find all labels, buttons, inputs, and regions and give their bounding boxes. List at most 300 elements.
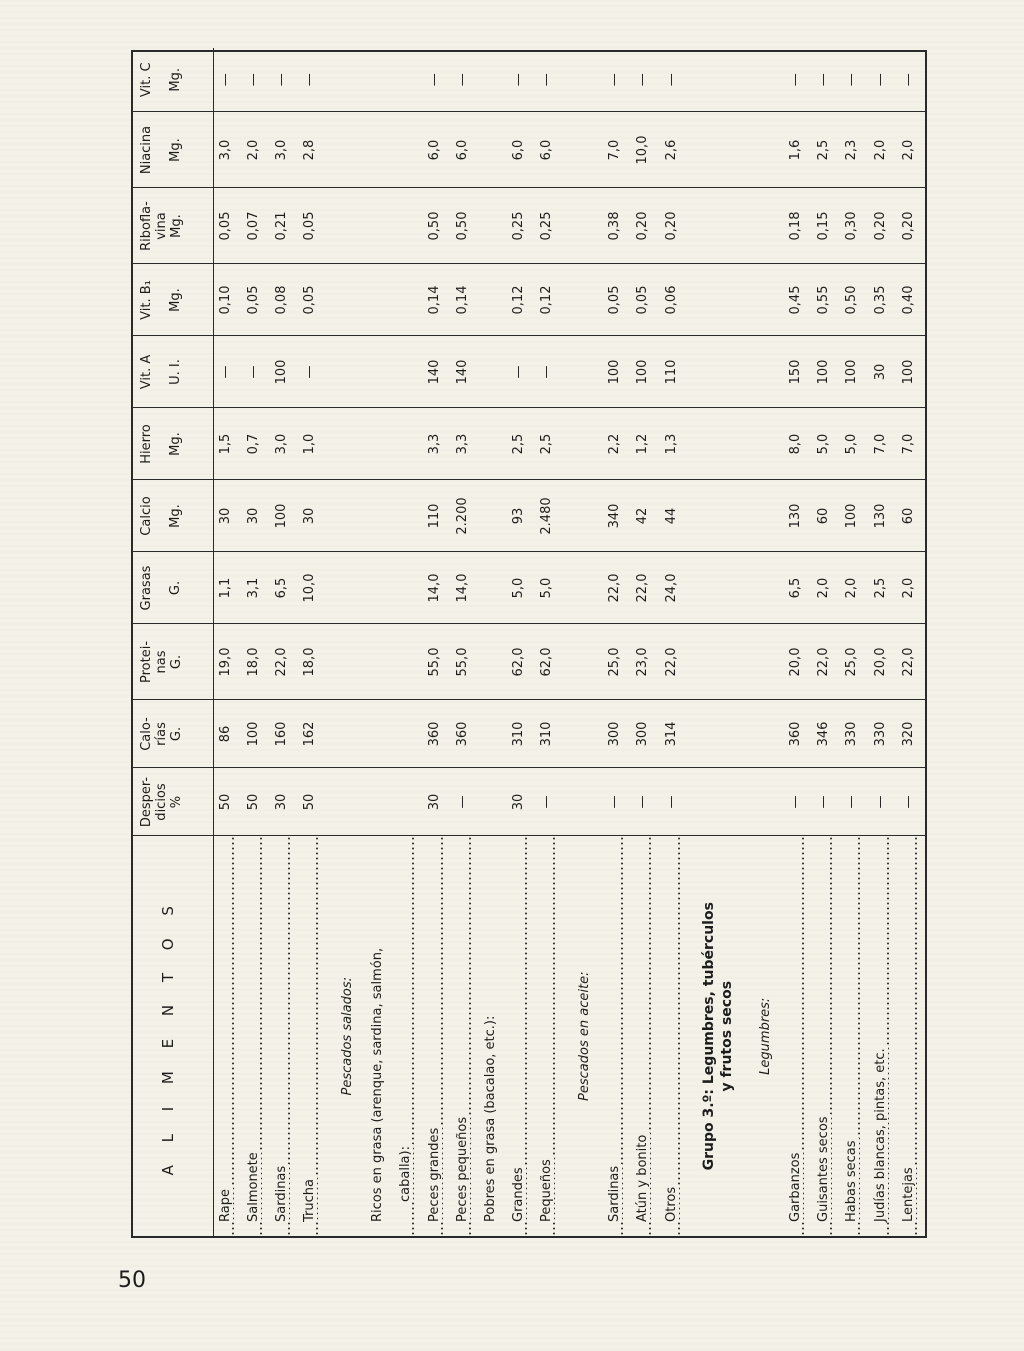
empty-cell <box>563 112 603 188</box>
empty-cell <box>563 480 603 552</box>
food-name: Peces pequeños <box>454 1116 470 1222</box>
table-body <box>213 48 925 1236</box>
value-vit-b1: 0,40 <box>897 264 925 336</box>
table-row <box>479 48 507 1236</box>
header-riboflavina-label: Ribofla- vina <box>139 201 169 251</box>
empty-cell <box>744 700 784 768</box>
value-grasas: 6,5 <box>784 552 812 624</box>
value-desperdicios: 30 <box>423 768 451 836</box>
value-calcio: 30 <box>242 480 270 552</box>
value-hierro: 1,2 <box>631 408 659 480</box>
empty-cell <box>744 336 784 408</box>
empty-cell <box>479 48 507 112</box>
value-riboflavina: 0,15 <box>812 188 840 264</box>
value-vit-a: 30 <box>869 336 897 408</box>
table-header-row <box>133 48 213 1236</box>
section-row <box>326 48 366 1236</box>
value-calorias: 300 <box>631 700 659 768</box>
empty-cell <box>366 336 394 408</box>
empty-cell <box>326 408 366 480</box>
value-calcio: 130 <box>784 480 812 552</box>
value-grasas: 5,0 <box>535 552 563 624</box>
value-calcio <box>394 480 422 552</box>
empty-cell <box>688 768 744 836</box>
food-name: Rape <box>217 1189 233 1222</box>
value-grasas: 5,0 <box>507 552 535 624</box>
value-proteinas <box>394 624 422 700</box>
value-calcio: 340 <box>603 480 631 552</box>
value-calorias: 360 <box>784 700 812 768</box>
food-name: Sardinas <box>273 1165 289 1222</box>
value-calcio: 30 <box>214 480 242 552</box>
value-niacina: 1,6 <box>784 112 812 188</box>
empty-cell <box>688 112 744 188</box>
empty-cell <box>366 768 394 836</box>
value-hierro: 3,3 <box>423 408 451 480</box>
empty-cell <box>366 552 394 624</box>
value-vit-b1: 0,45 <box>784 264 812 336</box>
food-name: Lentejas <box>900 1167 916 1222</box>
value-vit-c: — <box>816 73 832 87</box>
header-grasas-label: Grasas <box>139 565 154 611</box>
empty-cell <box>366 408 394 480</box>
empty-cell <box>326 336 366 408</box>
value-desperdicios: 50 <box>298 768 326 836</box>
header-riboflavina-unit: Mg. <box>169 214 184 238</box>
value-riboflavina: 0,50 <box>451 188 479 264</box>
food-name-cell <box>242 836 270 1236</box>
header-vit-a <box>133 336 213 408</box>
value-desperdicios: 50 <box>214 768 242 836</box>
group-title-line-2: y frutos secos <box>718 980 735 1092</box>
value-proteinas: 25,0 <box>603 624 631 700</box>
nutrition-table <box>133 48 925 1236</box>
table-row <box>812 48 840 1236</box>
empty-cell <box>744 624 784 700</box>
value-vit-c: — <box>454 73 470 87</box>
value-vit-b1: 0,05 <box>242 264 270 336</box>
table-row <box>270 48 298 1236</box>
table-row <box>366 48 394 1236</box>
value-proteinas: 18,0 <box>242 624 270 700</box>
empty-cell <box>479 264 507 336</box>
empty-cell <box>563 48 603 112</box>
empty-cell <box>479 624 507 700</box>
value-proteinas: 20,0 <box>869 624 897 700</box>
value-proteinas: 55,0 <box>423 624 451 700</box>
header-calcio <box>133 480 213 552</box>
table-row <box>451 48 479 1236</box>
value-niacina: 3,0 <box>270 112 298 188</box>
table-row <box>840 48 868 1236</box>
value-hierro: 5,0 <box>840 408 868 480</box>
table-row <box>535 48 563 1236</box>
value-calcio: 30 <box>298 480 326 552</box>
empty-cell <box>744 188 784 264</box>
value-niacina: 2,6 <box>660 112 688 188</box>
empty-cell <box>479 408 507 480</box>
group-title <box>688 836 744 1236</box>
value-proteinas: 22,0 <box>897 624 925 700</box>
value-calorias: 320 <box>897 700 925 768</box>
value-calorias: 330 <box>869 700 897 768</box>
value-vit-c: — <box>844 73 860 87</box>
food-name: Garbanzos <box>788 1152 804 1222</box>
empty-cell <box>479 768 507 836</box>
value-vit-b1: 0,05 <box>298 264 326 336</box>
empty-cell <box>744 112 784 188</box>
empty-cell <box>563 768 603 836</box>
value-vit-a: — <box>214 336 242 408</box>
value-proteinas: 62,0 <box>507 624 535 700</box>
value-vit-a: 100 <box>270 336 298 408</box>
header-vit-a-unit: U. I. <box>168 359 183 385</box>
food-name-cell <box>394 836 422 1236</box>
value-hierro: 3,3 <box>451 408 479 480</box>
value-niacina: 2,8 <box>298 112 326 188</box>
value-calcio: 44 <box>660 480 688 552</box>
empty-cell <box>744 48 784 112</box>
value-vit-c: — <box>217 73 233 87</box>
value-desperdicios: — <box>840 768 868 836</box>
value-vit-b1: 0,05 <box>631 264 659 336</box>
food-name-cell <box>897 836 925 1236</box>
value-calcio: 100 <box>840 480 868 552</box>
header-proteinas-label: Protei- nas <box>139 640 169 684</box>
value-vit-b1: 0,50 <box>840 264 868 336</box>
value-vit-a: 150 <box>784 336 812 408</box>
value-calcio: 2.480 <box>535 480 563 552</box>
value-calorias: 300 <box>603 700 631 768</box>
value-vit-c: — <box>426 73 442 87</box>
value-riboflavina: 0,20 <box>631 188 659 264</box>
value-niacina: 2,0 <box>897 112 925 188</box>
value-riboflavina: 0,38 <box>603 188 631 264</box>
food-name: Otros <box>663 1186 679 1222</box>
value-riboflavina: 0,20 <box>660 188 688 264</box>
empty-cell <box>326 552 366 624</box>
value-hierro: 0,7 <box>242 408 270 480</box>
value-hierro: 2,5 <box>535 408 563 480</box>
food-name: Salmonete <box>245 1152 261 1222</box>
value-proteinas: 20,0 <box>784 624 812 700</box>
header-vit-b1-unit: Mg. <box>168 288 183 312</box>
empty-cell <box>688 48 744 112</box>
table-row <box>603 48 631 1236</box>
value-calcio: 42 <box>631 480 659 552</box>
value-desperdicios: — <box>812 768 840 836</box>
value-vit-b1: 0,14 <box>451 264 479 336</box>
group-title-line-1: Grupo 3.º: Legumbres, tubérculos <box>700 902 717 1171</box>
food-name-cell <box>784 836 812 1236</box>
header-alimentos: A L I M E N T O S <box>133 836 213 1236</box>
empty-cell <box>688 552 744 624</box>
empty-cell <box>744 768 784 836</box>
value-vit-b1 <box>394 264 422 336</box>
food-name: Habas secas <box>844 1140 860 1222</box>
value-desperdicios: — <box>897 768 925 836</box>
value-grasas: 2,0 <box>840 552 868 624</box>
food-name-cell <box>270 836 298 1236</box>
empty-cell <box>688 700 744 768</box>
value-hierro: 2,2 <box>603 408 631 480</box>
food-name-cell <box>660 836 688 1236</box>
value-riboflavina: 0,20 <box>869 188 897 264</box>
food-name-cell <box>423 836 451 1236</box>
value-hierro: 1,5 <box>214 408 242 480</box>
empty-cell <box>326 264 366 336</box>
food-name-cell <box>840 836 868 1236</box>
value-vit-b1: 0,05 <box>603 264 631 336</box>
value-niacina: 10,0 <box>631 112 659 188</box>
value-hierro: 7,0 <box>869 408 897 480</box>
empty-cell <box>688 624 744 700</box>
value-grasas: 22,0 <box>603 552 631 624</box>
value-calorias: 346 <box>812 700 840 768</box>
value-vit-c: — <box>635 73 651 87</box>
food-name-cell <box>451 836 479 1236</box>
empty-cell <box>479 112 507 188</box>
header-hierro-label: Hierro <box>139 424 154 464</box>
food-name-cell <box>507 836 535 1236</box>
header-proteinas-unit: G. <box>169 654 184 670</box>
value-desperdicios: — <box>603 768 631 836</box>
value-grasas: 14,0 <box>451 552 479 624</box>
value-grasas: 24,0 <box>660 552 688 624</box>
food-name-cell <box>812 836 840 1236</box>
value-grasas: 22,0 <box>631 552 659 624</box>
header-niacina-unit: Mg. <box>168 138 183 162</box>
value-niacina: 6,0 <box>507 112 535 188</box>
empty-cell <box>563 188 603 264</box>
header-vit-a-label: Vit. A <box>139 354 154 390</box>
value-hierro: 3,0 <box>270 408 298 480</box>
empty-cell <box>688 188 744 264</box>
value-calcio: 100 <box>270 480 298 552</box>
table-row <box>631 48 659 1236</box>
value-vit-a: — <box>535 336 563 408</box>
header-calorias-unit: G. <box>169 726 184 742</box>
value-riboflavina: 0,07 <box>242 188 270 264</box>
food-name: Pequeños <box>539 1159 555 1222</box>
value-proteinas: 19,0 <box>214 624 242 700</box>
header-proteinas <box>133 624 213 700</box>
value-vit-c: — <box>302 73 318 87</box>
value-calorias: 314 <box>660 700 688 768</box>
food-name: Sardinas <box>607 1165 623 1222</box>
empty-cell <box>326 624 366 700</box>
value-riboflavina: 0,50 <box>423 188 451 264</box>
empty-cell <box>326 700 366 768</box>
value-hierro: 2,5 <box>507 408 535 480</box>
page-number: 50 <box>118 1268 146 1293</box>
empty-cell <box>479 188 507 264</box>
food-category-label: Ricos en grasa (arenque, sardina, salmón, <box>366 836 394 1236</box>
value-vit-a: — <box>242 336 270 408</box>
header-hierro <box>133 408 213 480</box>
group-row <box>688 48 744 1236</box>
value-niacina: 6,0 <box>451 112 479 188</box>
value-vit-a: 100 <box>812 336 840 408</box>
value-riboflavina: 0,18 <box>784 188 812 264</box>
value-vit-c: — <box>788 73 804 87</box>
section-row <box>744 48 784 1236</box>
empty-cell <box>744 408 784 480</box>
value-proteinas: 22,0 <box>660 624 688 700</box>
value-niacina: 7,0 <box>603 112 631 188</box>
value-vit-b1: 0,12 <box>535 264 563 336</box>
value-vit-c: — <box>900 73 916 87</box>
table-row <box>507 48 535 1236</box>
value-calorias: 160 <box>270 700 298 768</box>
value-niacina: 6,0 <box>423 112 451 188</box>
header-desperdicios <box>133 768 213 836</box>
value-niacina: 2,0 <box>242 112 270 188</box>
section-title: Pescados en aceite: <box>563 836 603 1236</box>
value-riboflavina: 0,30 <box>840 188 868 264</box>
value-vit-a: 110 <box>660 336 688 408</box>
value-calorias: 100 <box>242 700 270 768</box>
value-hierro: 5,0 <box>812 408 840 480</box>
value-calcio: 130 <box>869 480 897 552</box>
value-calorias: 360 <box>423 700 451 768</box>
food-name-cell <box>214 836 242 1236</box>
table-row <box>869 48 897 1236</box>
value-desperdicios: 30 <box>270 768 298 836</box>
value-desperdicios: — <box>451 768 479 836</box>
value-hierro: 8,0 <box>784 408 812 480</box>
food-name-cell <box>631 836 659 1236</box>
table-row <box>897 48 925 1236</box>
food-name: Atún y bonito <box>635 1134 651 1222</box>
header-calorias <box>133 700 213 768</box>
header-niacina <box>133 112 213 188</box>
empty-cell <box>744 552 784 624</box>
value-niacina: 6,0 <box>535 112 563 188</box>
value-vit-b1: 0,10 <box>214 264 242 336</box>
value-vit-c: — <box>539 73 555 87</box>
header-hierro-unit: Mg. <box>168 432 183 456</box>
value-calorias: 310 <box>507 700 535 768</box>
value-hierro <box>394 408 422 480</box>
value-grasas: 6,5 <box>270 552 298 624</box>
empty-cell <box>326 480 366 552</box>
value-desperdicios: — <box>660 768 688 836</box>
value-vit-c: — <box>663 73 679 87</box>
value-vit-c: — <box>273 73 289 87</box>
empty-cell <box>366 700 394 768</box>
empty-cell <box>688 480 744 552</box>
header-vit-c-label: Vit. C <box>139 62 154 98</box>
value-riboflavina: 0,25 <box>535 188 563 264</box>
section-row <box>563 48 603 1236</box>
value-vit-b1: 0,06 <box>660 264 688 336</box>
empty-cell <box>688 408 744 480</box>
value-calorias: 360 <box>451 700 479 768</box>
value-vit-b1: 0,14 <box>423 264 451 336</box>
empty-cell <box>688 336 744 408</box>
value-calcio: 60 <box>812 480 840 552</box>
value-vit-a: 100 <box>603 336 631 408</box>
food-name: Guisantes secos <box>816 1116 832 1222</box>
value-vit-c: — <box>245 73 261 87</box>
empty-cell <box>366 188 394 264</box>
value-vit-a: 100 <box>631 336 659 408</box>
value-calorias: 86 <box>214 700 242 768</box>
header-calorias-label: Calo- rías <box>139 717 169 751</box>
empty-cell <box>366 264 394 336</box>
food-name-cell <box>869 836 897 1236</box>
header-calcio-label: Calcio <box>139 496 154 536</box>
food-name: Peces grandes <box>426 1127 442 1222</box>
value-riboflavina: 0,21 <box>270 188 298 264</box>
value-calorias: 330 <box>840 700 868 768</box>
empty-cell <box>366 112 394 188</box>
value-vit-c: — <box>872 73 888 87</box>
value-hierro: 7,0 <box>897 408 925 480</box>
empty-cell <box>744 480 784 552</box>
food-name-cell <box>603 836 631 1236</box>
value-proteinas: 62,0 <box>535 624 563 700</box>
value-vit-a: — <box>507 336 535 408</box>
header-desperdicios-unit: % <box>169 795 184 809</box>
empty-cell <box>366 624 394 700</box>
value-calorias <box>394 700 422 768</box>
food-name: Trucha <box>302 1179 318 1222</box>
empty-cell <box>563 552 603 624</box>
empty-cell <box>479 336 507 408</box>
value-riboflavina: 0,05 <box>298 188 326 264</box>
header-grasas-unit: G. <box>168 580 183 596</box>
value-proteinas: 23,0 <box>631 624 659 700</box>
value-niacina: 2,0 <box>869 112 897 188</box>
value-vit-b1: 0,55 <box>812 264 840 336</box>
value-riboflavina <box>394 188 422 264</box>
header-grasas <box>133 552 213 624</box>
value-vit-b1: 0,08 <box>270 264 298 336</box>
table-row <box>394 48 422 1236</box>
value-proteinas: 22,0 <box>270 624 298 700</box>
value-vit-a: 100 <box>840 336 868 408</box>
value-vit-a: 140 <box>451 336 479 408</box>
value-calcio: 60 <box>897 480 925 552</box>
empty-cell <box>326 48 366 112</box>
value-calcio: 2.200 <box>451 480 479 552</box>
table-row <box>784 48 812 1236</box>
empty-cell <box>326 768 366 836</box>
empty-cell <box>479 552 507 624</box>
value-grasas: 2,0 <box>897 552 925 624</box>
value-vit-b1: 0,12 <box>507 264 535 336</box>
value-desperdicios: — <box>631 768 659 836</box>
value-vit-a <box>394 336 422 408</box>
food-name-cell <box>535 836 563 1236</box>
value-desperdicios: — <box>784 768 812 836</box>
table-row <box>214 48 242 1236</box>
value-calcio: 110 <box>423 480 451 552</box>
value-grasas: 10,0 <box>298 552 326 624</box>
table-row <box>660 48 688 1236</box>
value-grasas: 2,0 <box>812 552 840 624</box>
value-niacina: 2,5 <box>812 112 840 188</box>
food-name-cell <box>298 836 326 1236</box>
value-vit-c <box>394 48 422 112</box>
value-calcio: 93 <box>507 480 535 552</box>
value-grasas: 2,5 <box>869 552 897 624</box>
empty-cell <box>563 624 603 700</box>
value-hierro: 1,0 <box>298 408 326 480</box>
value-proteinas: 22,0 <box>812 624 840 700</box>
